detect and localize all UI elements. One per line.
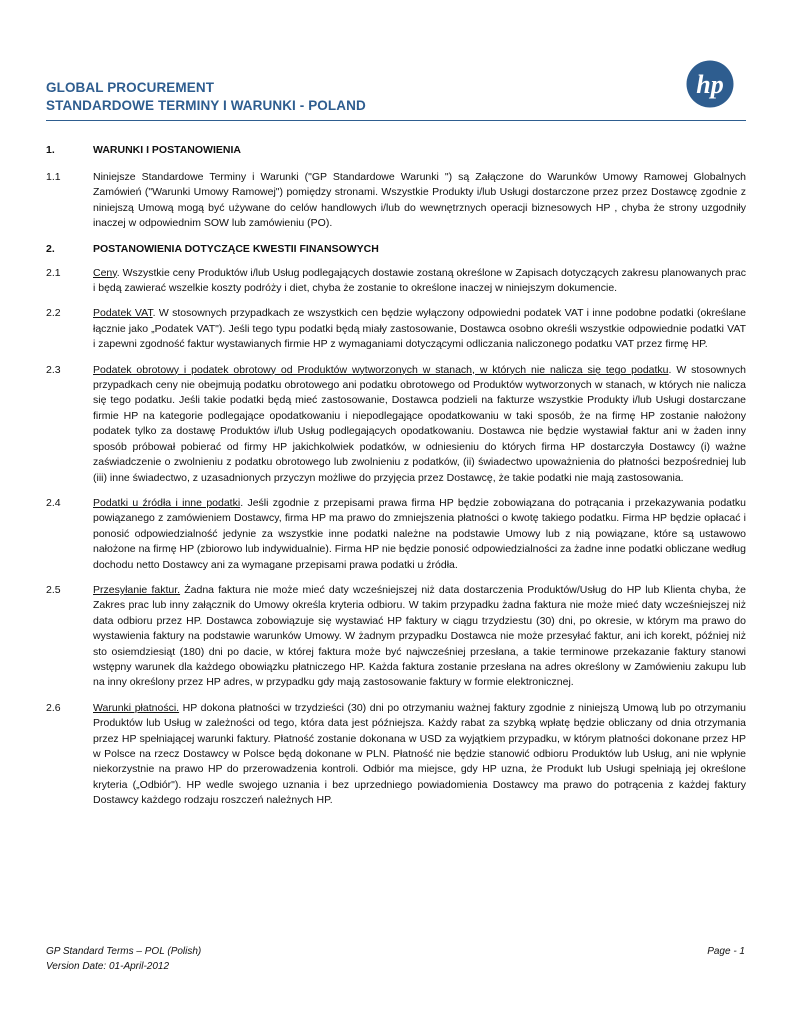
clause-title: Podatek VAT <box>93 307 153 320</box>
clause-number: 2.5 <box>46 583 61 596</box>
clause-number: 1.1 <box>46 171 61 183</box>
clause-body <box>93 496 746 573</box>
clause-number: 2.4 <box>46 496 61 509</box>
footer-info <box>46 944 201 974</box>
section-number: 2. <box>46 242 55 255</box>
clause-number: 2.2 <box>46 307 61 320</box>
section-heading: WARUNKI I POSTANOWIENIA <box>93 144 241 156</box>
clause-number: 2.6 <box>46 701 61 714</box>
clause-title: Ceny <box>93 266 117 279</box>
clause-body <box>93 701 746 809</box>
clause-body <box>93 266 746 297</box>
clause-1-1 <box>46 170 746 232</box>
title-line-2: STANDARDOWE TERMINY I WARUNKI - POLAND <box>46 98 366 113</box>
clause-text: HP dokona płatności w trzydzieści (30) dni po otrzymaniu ważnej faktury zgodnie z niniejszą Umową lub po otrzymaniu Produktów lub Usług w zależności od tego, która data jest późniejsza. Każdy rabat za szybką wpłatę będzie obliczany od dnia otrzymania przez HP spełniającej warunki faktury. Płatność zostanie dokonana w USD za wyjątkiem przypadku, w którym płatności dokonane przez HP w Polsce na rzecz Dostawcy w Polsce będą dokonane w PLN. Płatność nie będzie stanowić odbioru Produktów lub Usług, ani nie wpłynie niekorzystnie na prawo HP do przerowadzenia kontroli. Odbiór ma miejsce, gdy HP uzna, że Produkt lub Usługi spełniają jej określone kryteria („Odbiór"). HP wedle swojego uznania i bez uprzedniego powiadomienia Dostawcy ma prawo do potrącenia z każdej faktury Dostawcy każdego rodzaju roszczeń należnych HP. <box>93 701 746 807</box>
clause-body <box>93 306 746 352</box>
clause-2-1 <box>46 266 746 297</box>
title-line-1: GLOBAL PROCUREMENT <box>46 80 215 95</box>
clause-number: 2.3 <box>46 363 61 376</box>
section-number: 1. <box>46 144 55 156</box>
clause-number: 2.1 <box>46 266 61 279</box>
clause-text: . Jeśli zgodnie z przepisami prawa firma HP będzie zobowiązana do potrącania i przekazywania podatku powiązanego z zamówieniem Dostawcy, firma HP ma prawo do zmniejszenia płatności o kwotę takiego podatku. Firma HP będzie opłacać i ponosić odpowiedzialność jedynie za wszystkie inne podatki należne na podstawie Umowy lub z nią powiązane, które są ustawowo nałożone na firmę HP (zbiorowo lub indywidualnie). Firma HP nie będzie ponosić odpowiedzialności za żadne inne podatki obliczane według dochodu netto Dostawcy ani za wymagane przepisami prawa podatki u źródła. <box>93 496 747 571</box>
footer-version-date: Version Date: 01-April-2012 <box>46 961 170 972</box>
section-heading: POSTANOWIENIA DOTYCZĄCE KWESTII FINANSOWYCH <box>93 242 379 255</box>
clause-title: Podatki u źródła i inne podatki <box>93 496 241 509</box>
clause-2-5 <box>46 583 746 691</box>
clause-text: . Wszystkie ceny Produktów i/lub Usług podlegających dostawie zostaną określone w Zapisach dotyczących zakresu planowanych prac i będą zawierać wszelkie koszty podróży i diet, chyba że zostanie to określone inaczej w niniejszym dokumencie. <box>93 266 746 295</box>
clause-2-4 <box>46 496 746 573</box>
clause-title: Przesyłanie faktur. <box>93 583 181 596</box>
clause-text: Żadna faktura nie może mieć daty wcześniejszej niż data dostarczenia Produktów/Usług do HP lub Klienta chyba, że Zakres prac lub inny załącznik do Umowy określa kryteria odbioru. W takim przypadku żadna faktura nie może mieć daty wcześniejszej niż data odbioru przez HP. Dostawca zobowiązuje się wystawiać HP faktury w ciągu trzydziestu (30) dni, po okresie, w którym ma prawo do wystawienia faktury na podstawie warunków Umowy. W żadnym przypadku Dostawca nie może przesyłać faktur, ani ich korekt, później niż sto osiemdziesiąt (180) dni po dacie, w której faktura może być najwcześniej przesłana, a takie terminowe przekazanie faktury stanowi wstępny warunek dla każdego obowiązku płatniczego HP. Każda faktura zostanie przesłana na adres określony w Zamówieniu zakupu lub na inny określony przez HP adres, w przypadku gdy mają zastosowanie faktury w formie elektronicznej. <box>93 583 746 689</box>
footer-doc-name: GP Standard Terms – POL (Polish) <box>46 946 202 957</box>
section-1-heading <box>46 143 746 158</box>
clause-2-6 <box>46 701 746 809</box>
clause-body <box>93 583 746 691</box>
page-title <box>46 79 366 115</box>
hp-logo-icon <box>686 60 734 108</box>
clause-title: Warunki płatności. <box>93 701 180 714</box>
clause-text: . W stosownych przypadkach ceny nie obejmują podatku obrotowego ani podatku obrotowego od Produktów wytworzonych w stanach, w których nie nalicza się tego podatku. Jeśli takie podatki będą mieć zastosowanie, Dostawca podzieli na fakturze wszystkie Produkty i/lub Usługi dostarczane firmie HP na kategorie podlegające opodatkowaniu i niepodlegające opodatkowaniu w taki sposób, że na firmę HP zostanie nałożony podatek tylko za dostawę Produktów i/lub Usług podlegających opodatkowaniu. Dostawca nie będzie wystawiał faktur ani w żaden inny sposób próbował pobierać od firmy HP jakichkolwiek podatków, w odniesieniu do których firma HP dostarczyła Dostawcy (i) ważne zaświadczenie o zwolnieniu z podatku obrotowego lub zwolnieniu z podatków, (ii) świadectwo upoważnienia do płatności bezpośredniej lub (iii) inne świadectwo, z uzasadnionych przyczyn możliwe do przyjęcia przez Dostawcę, że takie podatki nie mają zastosowania. <box>93 363 746 484</box>
header-divider <box>46 120 746 121</box>
clause-title: Podatek obrotowy i podatek obrotowy od Produktów wytworzonych w stanach, w których nie nalicza się tego podatku <box>93 363 669 376</box>
document-body <box>46 143 746 809</box>
clause-2-3 <box>46 363 746 486</box>
section-2-heading <box>46 242 746 257</box>
clause-body <box>93 363 746 486</box>
page-number: Page - 1 <box>707 946 745 957</box>
logo-text: hp <box>696 70 724 99</box>
clause-text: . W stosownych przypadkach ze wszystkich cen będzie wyłączony odpowiedni podatek VAT i inne podobne podatki (określane łącznie jako „Podatek VAT"). Jeśli tego typu podatki będą miały zastosowanie, Dostawca osobno określi wszystkie odpowiednie podatki VAT i zapewni zgodność faktur wystawianych firmie HP z wymaganiami dotyczącymi odliczania naliczonego podatku VAT przez firmę HP. <box>93 307 746 351</box>
clause-2-2 <box>46 306 746 352</box>
clause-text: Niniejsze Standardowe Terminy i Warunki ("GP Standardowe Warunki ") są Załączone do Warunków Umowy Ramowej Globalnych Zamówień ("Warunki Umowy Ramowej") pomiędzy stronami. Wszystkie Produkty i/lub Usługi dostarczone przez przez Dostawcę zgodnie z niniejszą Umową mogą być używane do celów handlowych i/lub do wewnętrznych operacji biznesowych HP , chyba że strony uzgodniły inaczej w odpowiednim SOW lub zamówieniu (PO). <box>93 171 746 230</box>
